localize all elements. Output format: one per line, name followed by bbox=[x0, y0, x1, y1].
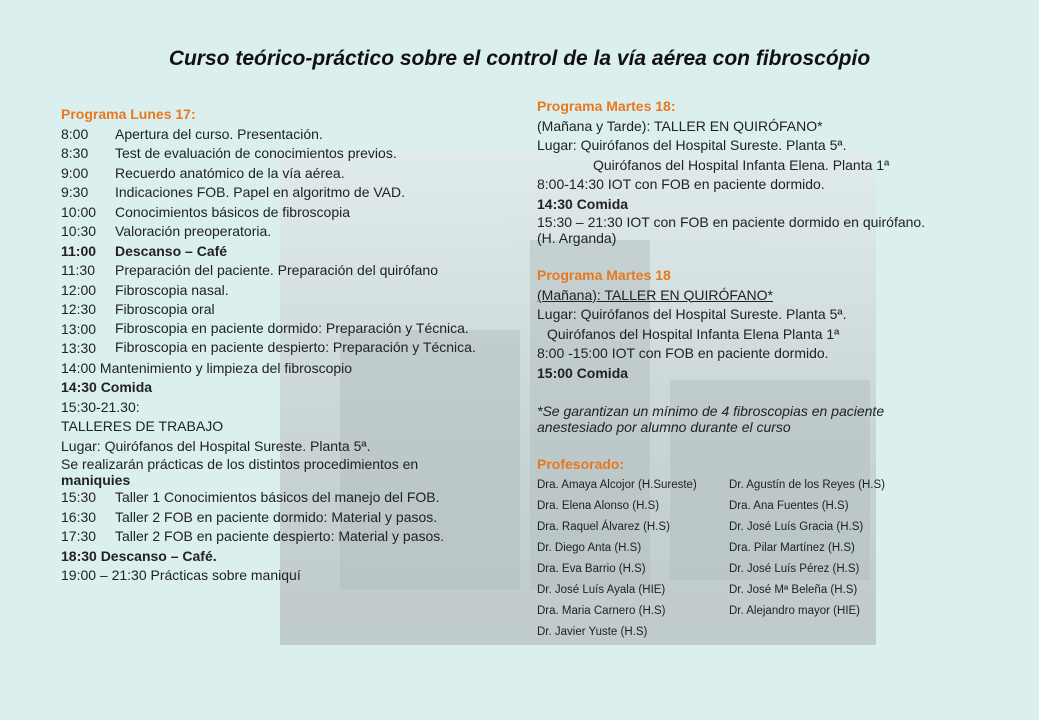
maniquies-word: maniquies bbox=[61, 472, 131, 488]
schedule-row bbox=[61, 222, 501, 242]
schedule-row bbox=[61, 144, 501, 164]
time: 8:00 bbox=[61, 125, 89, 142]
activity: Taller 2 FOB en paciente dormido: Material y pasos. bbox=[115, 508, 438, 525]
activity: Recuerdo anatómico de la vía aérea. bbox=[115, 164, 345, 181]
professors-heading: Profesorado: bbox=[537, 456, 625, 472]
schedule-row bbox=[61, 488, 501, 508]
schedule-line: 14:00 Mantenimiento y limpieza del fibroscopio bbox=[61, 359, 353, 376]
activity: Preparación del paciente. Preparación del quirófano bbox=[115, 262, 438, 278]
activity: Test de evaluación de conocimientos previos. bbox=[115, 145, 397, 161]
time: 8:30 bbox=[61, 145, 89, 161]
time: 10:30 bbox=[61, 223, 97, 239]
professor-row bbox=[537, 496, 937, 517]
schedule-line: 14:30 Comida bbox=[537, 195, 629, 212]
time: 15:30 bbox=[61, 489, 97, 505]
tuesday-heading: Programa Martes 18: bbox=[537, 98, 676, 114]
professor: Dr. José Mª Beleña (H.S) bbox=[729, 583, 858, 596]
time: 16:30 bbox=[61, 508, 97, 525]
schedule-line: 8:00-14:30 IOT con FOB en paciente dormido. bbox=[537, 176, 825, 192]
talleres-label: TALLERES DE TRABAJO bbox=[61, 418, 224, 434]
monday-heading: Programa Lunes 17: bbox=[61, 106, 196, 122]
schedule-row bbox=[61, 203, 501, 223]
schedule-row bbox=[61, 125, 501, 145]
program-tuesday bbox=[537, 97, 937, 643]
activity: Indicaciones FOB. Papel en algoritmo de VAD. bbox=[115, 184, 406, 200]
professor-row bbox=[537, 559, 937, 580]
professor: Dr. Diego Anta (H.S) bbox=[537, 541, 642, 554]
time: 12:00 bbox=[61, 281, 97, 298]
time: 9:30 bbox=[61, 184, 89, 200]
schedule-line: 8:00 -15:00 IOT con FOB en paciente dormido. bbox=[537, 345, 829, 361]
professor: Dr. José Luís Ayala (HIE) bbox=[537, 583, 666, 596]
location-line: Quirófanos del Hospital Infanta Elena Planta 1ª bbox=[547, 325, 840, 342]
schedule-row bbox=[61, 242, 501, 262]
time: 17:30 bbox=[61, 528, 97, 544]
location-line: Lugar: Quirófanos del Hospital Sureste. Planta 5ª. bbox=[61, 437, 371, 454]
activity: Apertura del curso. Presentación. bbox=[115, 125, 323, 142]
schedule-line: 18:30 Descanso – Café. bbox=[61, 547, 217, 564]
schedule-row bbox=[61, 339, 501, 359]
activity: Fibroscopia en paciente dormido: Preparación y Técnica. bbox=[115, 319, 469, 336]
schedule-line: 19:00 – 21:30 Prácticas sobre maniquí bbox=[61, 567, 301, 583]
program-monday bbox=[61, 105, 501, 586]
spacer bbox=[537, 246, 937, 266]
practicas-intro: Se realizarán prácticas de los distintos procedimientos en bbox=[61, 456, 419, 472]
schedule-row bbox=[61, 261, 501, 281]
professor: Dr. Javier Yuste (H.S) bbox=[537, 625, 648, 638]
schedule-row bbox=[61, 508, 501, 528]
professor-row bbox=[537, 622, 937, 643]
schedule-row bbox=[61, 183, 501, 203]
professor-row bbox=[537, 517, 937, 538]
professor-row bbox=[537, 580, 937, 601]
time: 11:00 bbox=[61, 242, 97, 259]
schedule-row bbox=[61, 527, 501, 547]
schedule-line: 15:30 – 21:30 IOT con FOB en paciente dormido en quirófano. (H. Arganda) bbox=[537, 214, 926, 246]
practicas-text bbox=[61, 456, 481, 488]
schedule-line: 15:00 Comida bbox=[537, 364, 629, 381]
activity: Fibroscopia en paciente despierto: Preparación y Técnica. bbox=[115, 339, 476, 355]
time: 12:30 bbox=[61, 301, 97, 317]
guarantee-note: *Se garantizan un mínimo de 4 fibroscopias en paciente anestesiado por alumno durante el curso bbox=[537, 403, 885, 435]
schedule-row bbox=[61, 320, 501, 340]
spacer bbox=[537, 435, 937, 455]
schedule-line: 14:30 Comida bbox=[61, 379, 153, 395]
time: 13:00 bbox=[61, 320, 97, 337]
location-line: Quirófanos del Hospital Infanta Elena. Planta 1ª bbox=[593, 156, 890, 173]
schedule-row bbox=[61, 164, 501, 184]
page-title: Curso teórico-práctico sobre el control de la vía aérea con fibroscópio bbox=[168, 47, 871, 70]
activity: Taller 2 FOB en paciente despierto: Material y pasos. bbox=[115, 528, 445, 544]
tuesday-heading-2: Programa Martes 18 bbox=[537, 267, 671, 283]
activity: Fibroscopia oral bbox=[115, 301, 215, 317]
activity: Descanso – Café bbox=[115, 242, 228, 259]
time: 10:00 bbox=[61, 203, 97, 220]
professor: Dr. Agustín de los Reyes (H.S) bbox=[729, 478, 885, 491]
professor: Dra. Pilar Martínez (H.S) bbox=[729, 541, 855, 554]
professor: Dr. José Luís Pérez (H.S) bbox=[729, 562, 860, 575]
workshop-line: (Mañana): TALLER EN QUIRÓFANO* bbox=[537, 286, 773, 303]
spacer bbox=[537, 383, 937, 403]
schedule-row bbox=[61, 300, 501, 320]
professor: Dra. Ana Fuentes (H.S) bbox=[729, 499, 849, 512]
time: 9:00 bbox=[61, 164, 89, 181]
professor: Dr. José Luís Gracia (H.S) bbox=[729, 520, 864, 533]
schedule-line: 15:30-21.30: bbox=[61, 398, 140, 415]
professor: Dr. Alejandro mayor (HIE) bbox=[729, 604, 861, 617]
workshop-line: (Mañana y Tarde): TALLER EN QUIRÓFANO* bbox=[537, 117, 823, 134]
time: 11:30 bbox=[61, 262, 95, 278]
time: 13:30 bbox=[61, 340, 97, 356]
location-line: Lugar: Quirófanos del Hospital Sureste. Planta 5ª. bbox=[537, 306, 847, 322]
professor: Dra. Amaya Alcojor (H.Sureste) bbox=[537, 478, 697, 491]
professor: Dra. Maria Carnero (H.S) bbox=[537, 604, 666, 617]
activity: Taller 1 Conocimientos básicos del manejo del FOB. bbox=[115, 489, 440, 505]
activity: Conocimientos básicos de fibroscopia bbox=[115, 203, 351, 220]
activity: Fibroscopia nasal. bbox=[115, 281, 229, 298]
professor-row bbox=[537, 538, 937, 559]
professor: Dra. Raquel Álvarez (H.S) bbox=[537, 520, 670, 533]
location-line: Lugar: Quirófanos del Hospital Sureste. Planta 5ª. bbox=[537, 137, 847, 153]
professor: Dra. Elena Alonso (H.S) bbox=[537, 499, 660, 512]
professor: Dra. Eva Barrio (H.S) bbox=[537, 562, 646, 575]
professor-row bbox=[537, 601, 937, 622]
professor-row bbox=[537, 475, 937, 496]
activity: Valoración preoperatoria. bbox=[115, 223, 272, 239]
schedule-row bbox=[61, 281, 501, 301]
